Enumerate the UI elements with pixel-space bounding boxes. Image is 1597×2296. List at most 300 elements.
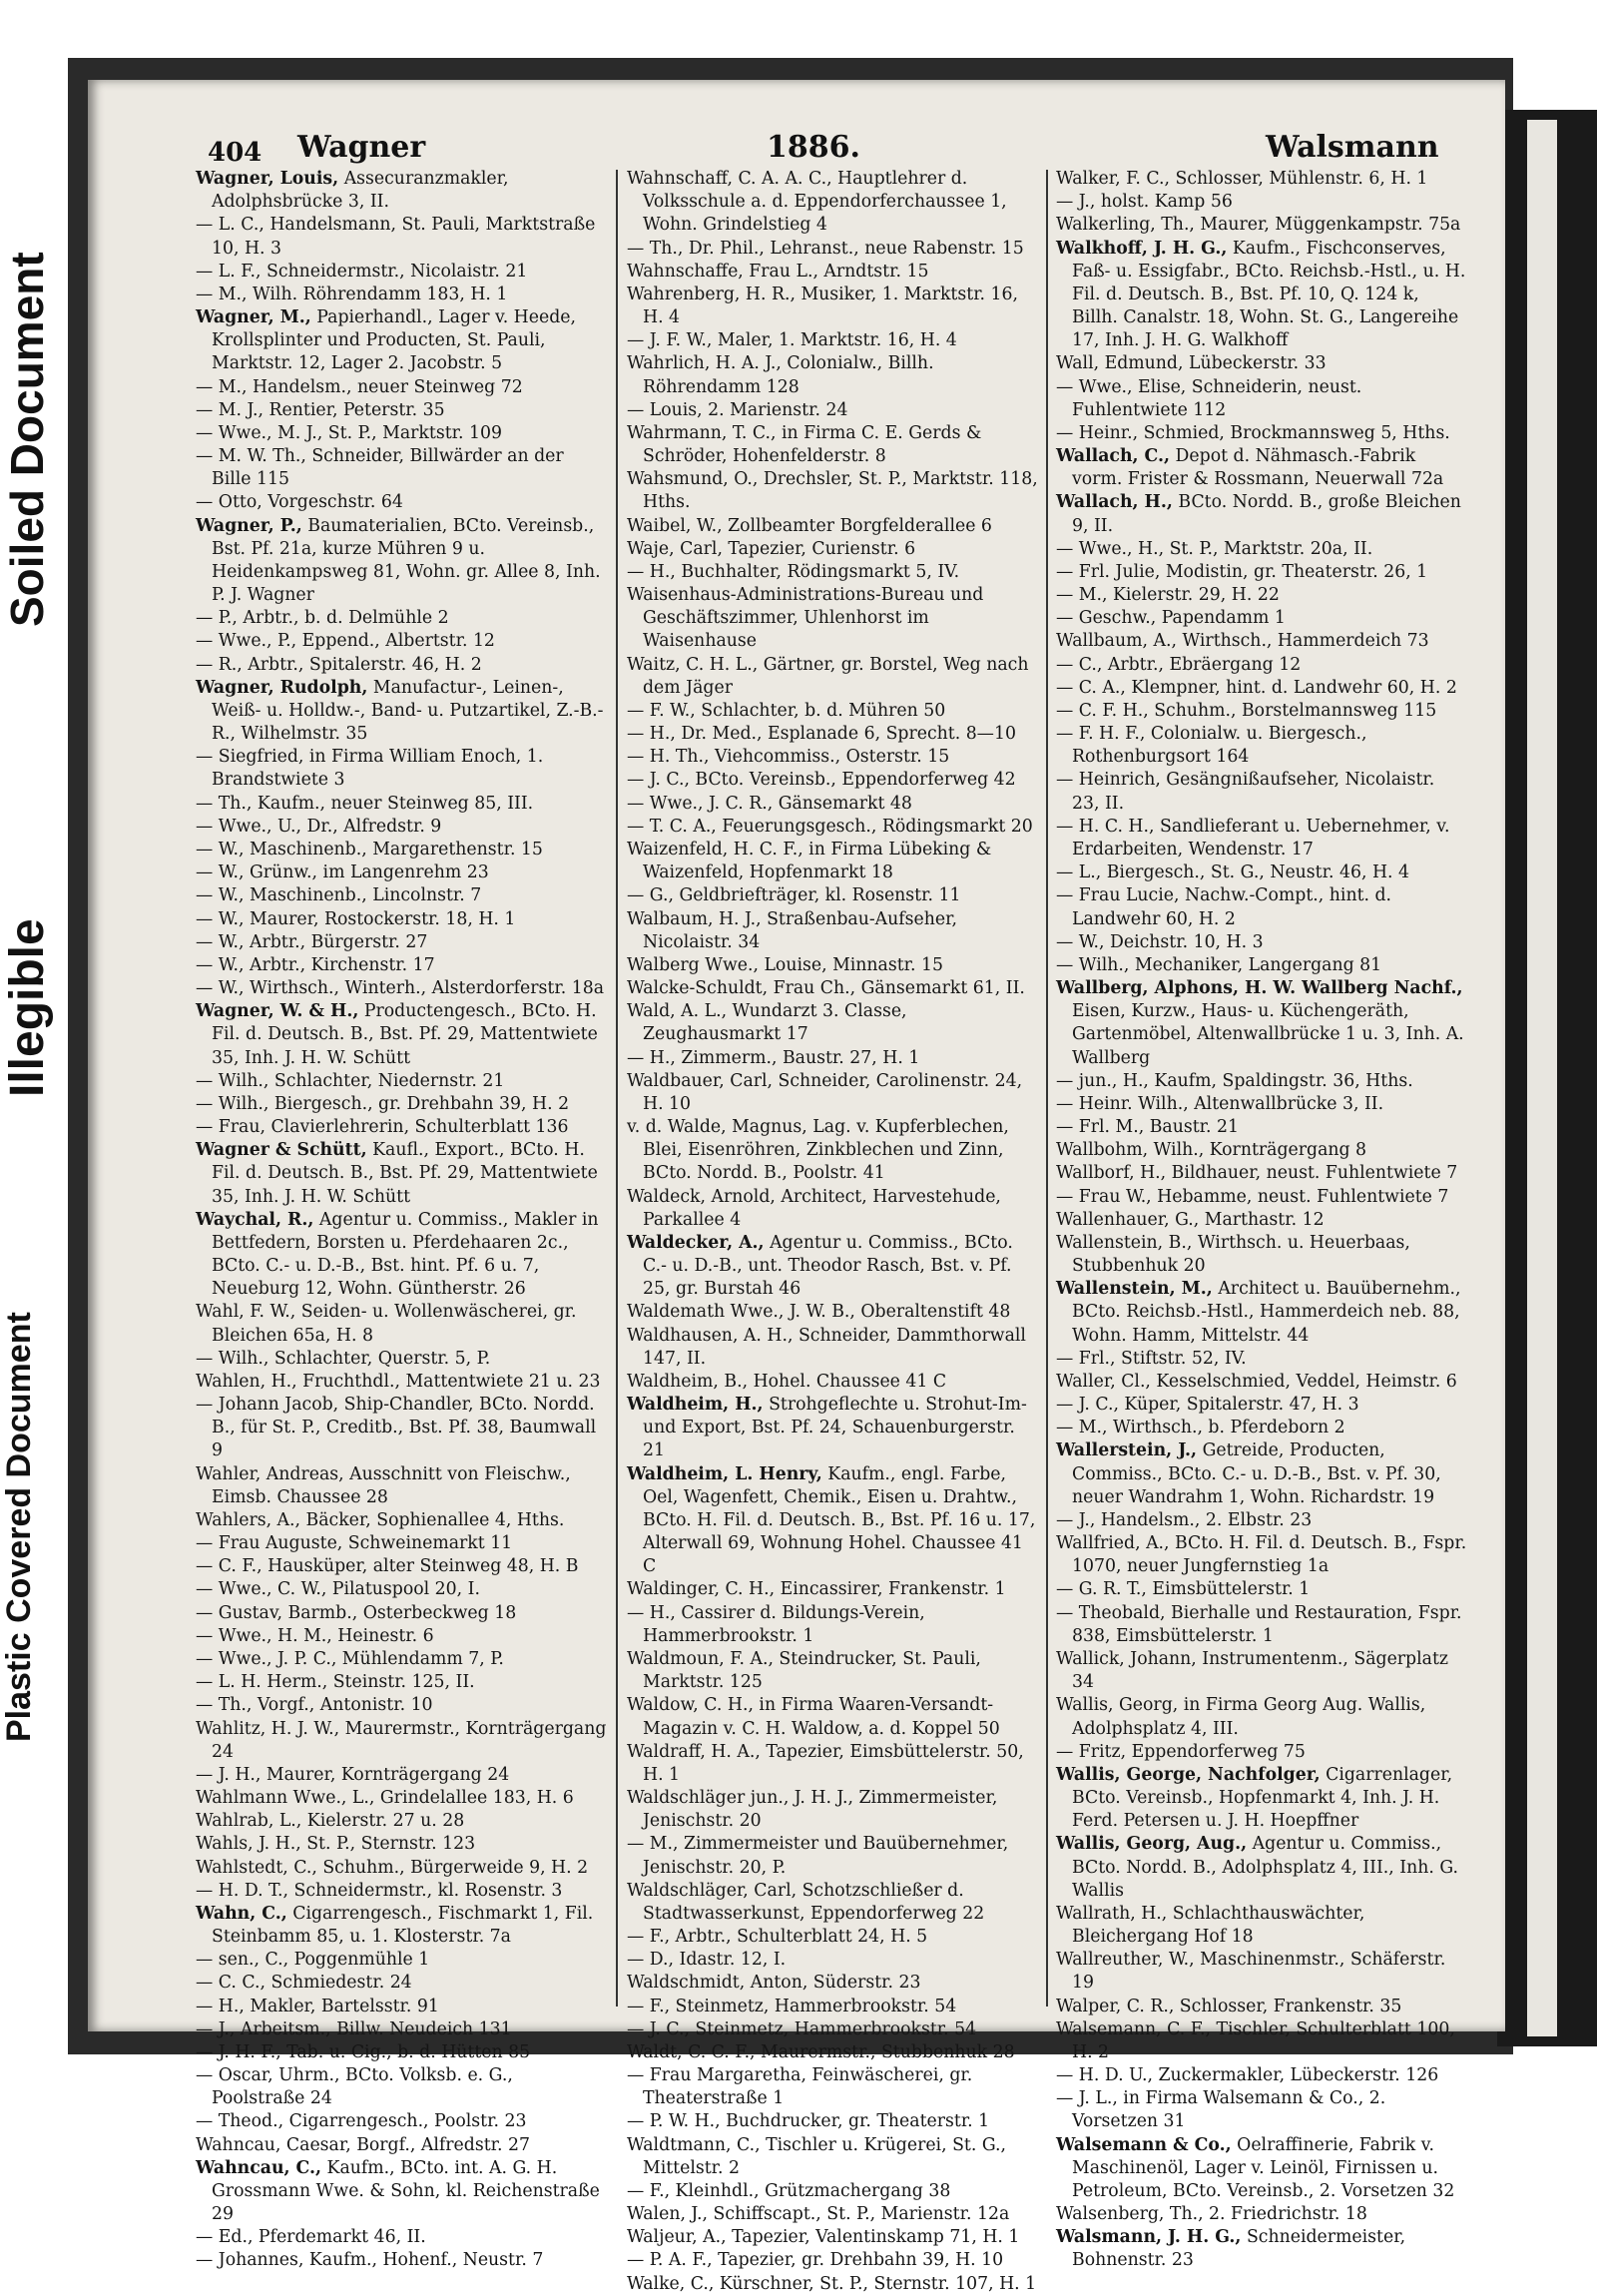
entry-text: Baumaterialien, BCto. Vereinsb., Bst. Pf. 21a, kurze Mühren 9 u. Heidenkampsweg 81, Wohn. gr. Allee 8, Inh. P. J. Wagner — [212, 515, 601, 606]
directory-entry — [196, 1555, 607, 1578]
entry-text: Wallbohm, Wilh., Kornträgergang 8 — [1056, 1140, 1367, 1161]
entry-text: — Heinr. Wilh., Altenwallbrücke 3, II. — [1056, 1093, 1384, 1114]
entry-name: Wahncau, C., — [196, 2157, 322, 2178]
entry-text: — P. W. H., Buchdrucker, gr. Theaterstr. 1 — [627, 2111, 990, 2132]
entry-text: — C. F. H., Schuhm., Borstelmannsweg 115 — [1056, 700, 1437, 721]
directory-entry — [627, 1694, 1038, 1740]
directory-entry — [627, 238, 1038, 261]
entry-text: — H. Th., Viehcommiss., Osterstr. 15 — [627, 747, 950, 768]
directory-entry — [196, 2249, 607, 2272]
entry-name: Wagner, Rudolph, — [196, 677, 368, 698]
entry-text: — M., Wilh. Röhrendamm 183, H. 1 — [196, 284, 508, 304]
entry-text: Walsenberg, Th., 2. Friedrichstr. 18 — [1056, 2204, 1367, 2225]
entry-text: — H., Buchhalter, Rödingsmarkt 5, IV. — [627, 561, 960, 582]
entry-text: Wallbaum, A., Wirthsch., Hammerdeich 73 — [1056, 631, 1429, 652]
directory-entry — [1056, 445, 1467, 491]
entry-text: — W., Maschinenb., Margarethenstr. 15 — [196, 839, 543, 860]
entry-name: Walsemann & Co., — [1056, 2134, 1232, 2155]
entry-text: Waldbauer, Carl, Schneider, Carolinenstr. 24, H. 10 — [627, 1070, 1023, 1114]
directory-entry — [627, 884, 1038, 907]
entry-text: — T. C. A., Feuerungsgesch., Rödingsmarkt 20 — [627, 816, 1033, 837]
directory-column-left — [196, 168, 607, 2271]
entry-text: — P. A. F., Tapezier, gr. Drehbahn 39, H. 10 — [627, 2250, 1004, 2271]
entry-text: — H., Cassirer d. Bildungs-Verein, Hammerbrookstr. 1 — [627, 1602, 925, 1646]
directory-entry — [627, 1301, 1038, 1324]
directory-entry — [196, 839, 607, 861]
directory-entry — [1056, 769, 1467, 815]
directory-entry — [627, 1602, 1038, 1648]
directory-entry — [627, 284, 1038, 329]
directory-entry — [1056, 1509, 1467, 1532]
directory-entry — [196, 1093, 607, 1116]
entry-text: Depot d. Nähmasch.-Fabrik vorm. Frister & Rossmann, Neuerwall 72a — [1072, 446, 1444, 490]
entry-text: — jun., H., Kaufm, Spaldingstr. 36, Hths. — [1056, 1070, 1413, 1091]
entry-text: Schneidermeister, Bohnenstr. 23 — [1072, 2227, 1406, 2271]
directory-entry — [1056, 630, 1467, 653]
entry-text: — G. R. T., Eimsbüttelerstr. 1 — [1056, 1579, 1311, 1600]
entry-text: — M., Kielerstr. 29, H. 22 — [1056, 585, 1280, 606]
entry-text: — R., Arbtr., Spitalerstr. 46, H. 2 — [196, 654, 482, 675]
entry-text: — F., Kleinhdl., Grützmachergang 38 — [627, 2180, 951, 2201]
entry-text: Waibel, W., Zollbeamter Borgfelderallee 6 — [627, 515, 992, 536]
directory-entry — [196, 746, 607, 792]
entry-text: Productengesch., BCto. H. Fil. d. Deutsch. B., Bst. Pf. 29, Mattentwiete 35, Inh. J. H. W. Schütt — [212, 1001, 598, 1068]
entry-name: Waldheim, H., — [627, 1395, 764, 1416]
directory-entry — [1056, 376, 1467, 422]
directory-entry — [1056, 1348, 1467, 1371]
directory-entry — [196, 515, 607, 608]
directory-entry — [627, 2064, 1038, 2110]
directory-entry — [1056, 723, 1467, 769]
directory-entry — [196, 1972, 607, 1995]
directory-entry — [627, 2226, 1038, 2249]
illegible-label: Illegible — [1, 918, 54, 1098]
entry-text: — W., Grünw., im Langenrehm 23 — [196, 862, 489, 883]
entry-text: — J. H. F., Tab. u. Cig., b. d. Hütten 85 — [196, 2041, 531, 2062]
entry-text: — J. H., Maurer, Kornträgergang 24 — [196, 1764, 510, 1785]
entry-text: Wahl, F. W., Seiden- u. Wollenwäscherei, gr. Bleichen 65a, H. 8 — [196, 1302, 577, 1346]
entry-text: Waller, Cl., Kesselschmied, Veddel, Heimstr. 6 — [1056, 1371, 1457, 1392]
entry-text: — J. C., Steinmetz, Hammerbrookstr. 54 — [627, 2018, 977, 2039]
entry-text: Wahlstedt, C., Schuhm., Bürgerweide 9, H. 2 — [196, 1857, 589, 1878]
directory-entry — [627, 515, 1038, 538]
directory-entry — [196, 2134, 607, 2157]
directory-entry — [1056, 1371, 1467, 1394]
plastic-covered-document-label: Plastic Covered Document — [0, 1312, 38, 1743]
entry-text: — Th., Dr. Phil., Lehranst., neue Rabenstr. 15 — [627, 238, 1024, 259]
entry-text: — Frau, Clavierlehrerin, Schulterblatt 136 — [196, 1117, 569, 1138]
directory-entry — [1056, 2064, 1467, 2087]
entry-text: Waldeck, Arnold, Architect, Harvestehude, Parkallee 4 — [627, 1186, 1001, 1230]
directory-entry — [1056, 1139, 1467, 1162]
directory-entry — [1056, 1232, 1467, 1278]
entry-name: Wagner, W. & H., — [196, 1001, 359, 1022]
directory-entry — [196, 1116, 607, 1139]
soiled-document-label: Soiled Document — [1, 252, 53, 627]
entry-text: — Frl. Julie, Modistin, gr. Theaterstr. 26, 1 — [1056, 561, 1428, 582]
entry-text: Waldemath Wwe., J. W. B., Oberaltenstift 48 — [627, 1302, 1011, 1323]
entry-text: — Th., Kaufm., neuer Steinweg 85, III. — [196, 793, 534, 814]
entry-name: Wallis, Georg, Aug., — [1056, 1834, 1248, 1855]
running-head-right: Walsmann — [1266, 130, 1439, 165]
directory-entry — [196, 630, 607, 653]
entry-text: — L., Biergesch., St. G., Neustr. 46, H. 4 — [1056, 862, 1409, 883]
directory-entry — [627, 793, 1038, 816]
entry-text: Oelraffinerie, Fabrik v. Maschinenöl, Lager v. Leinöl, Firnissen u. Petroleum, BCto. Vereinsb., 2. Vorsetzen 32 — [1072, 2134, 1455, 2201]
entry-text: Wahls, J. H., St. P., Sternstr. 123 — [196, 1834, 476, 1855]
directory-entry — [627, 723, 1038, 746]
entry-text: — Frau Auguste, Schweinemarkt 11 — [196, 1533, 513, 1554]
entry-text: — Frau Lucie, Nachw.-Compt., hint. d. Landwehr 60, H. 2 — [1056, 885, 1392, 929]
directory-column-right — [1056, 168, 1467, 2271]
entry-text: Waldinger, C. H., Eincassirer, Frankenstr. 1 — [627, 1579, 1006, 1600]
entry-text: Wallreuther, W., Maschinenmstr., Schäferstr. 19 — [1056, 1950, 1446, 1994]
entry-text: Assecuranzmakler, Adolphsbrücke 3, II. — [212, 169, 509, 213]
entry-text: — Johannes, Kaufm., Hohenf., Neustr. 7 — [196, 2250, 544, 2271]
entry-text: — C. A., Klempner, hint. d. Landwehr 60, H. 2 — [1056, 677, 1457, 698]
running-head-left: Wagner — [297, 130, 426, 165]
directory-entry — [196, 1903, 607, 1949]
entry-name: Waychal, R., — [196, 1209, 314, 1230]
directory-entry — [1056, 2203, 1467, 2226]
directory-entry — [627, 1070, 1038, 1116]
directory-entry — [627, 2180, 1038, 2203]
entry-text: Strohgeflechte u. Strohut-Im- und Export, Bst. Pf. 24, Schauenburgerstr. 21 — [643, 1395, 1027, 1461]
entry-text: — H., Dr. Med., Esplanade 6, Sprecht. 8—10 — [627, 724, 1016, 745]
entry-text: Wahncau, Caesar, Borgf., Alfredstr. 27 — [196, 2134, 530, 2155]
directory-entry — [1056, 1741, 1467, 1764]
entry-text: Wahlitz, H. J. W., Maurermstr., Kornträgergang 24 — [196, 1718, 607, 1762]
entry-text: Wallenstein, B., Wirthsch. u. Heuerbaas, Stubbenhuk 20 — [1056, 1232, 1410, 1277]
entry-text: — Theod., Cigarrengesch., Poolstr. 23 — [196, 2111, 527, 2132]
directory-entry — [196, 1532, 607, 1555]
directory-entry — [196, 1718, 607, 1764]
directory-entry — [196, 1833, 607, 1856]
entry-name: Wallberg, Alphons, H. W. Wallberg Nachf., — [1056, 978, 1463, 999]
entry-text: Waldheim, B., Hohel. Chaussee 41 C — [627, 1371, 947, 1392]
directory-entry — [1056, 191, 1467, 214]
directory-entry — [627, 1648, 1038, 1694]
entry-text: — Geschw., Papendamm 1 — [1056, 608, 1286, 629]
directory-entry — [627, 1325, 1038, 1371]
entry-text: — L. H. Herm., Steinstr. 125, II. — [196, 1672, 475, 1693]
entry-text: Waldhausen, A. H., Schneider, Dammthorwall 147, II. — [627, 1325, 1026, 1369]
directory-entry — [196, 1996, 607, 2018]
entry-text: Walcke-Schuldt, Frau Ch., Gänsemarkt 61, II. — [627, 978, 1025, 999]
entry-text: — Wwe., C. W., Pilatuspool 20, I. — [196, 1579, 480, 1600]
entry-text: Manufactur-, Leinen-, Weiß- u. Holldw.-, Band- u. Putzartikel, Z.-B.-R., Wilhelmstr. 35 — [212, 677, 604, 745]
directory-entry — [196, 1787, 607, 1810]
directory-entry — [196, 654, 607, 677]
directory-entry — [196, 491, 607, 514]
entry-text: Wallrath, H., Schlachthauswächter, Bleichergang Hof 18 — [1056, 1903, 1365, 1948]
directory-entry — [627, 2134, 1038, 2180]
side-labels — [0, 180, 60, 1743]
directory-entry — [627, 1833, 1038, 1879]
directory-entry — [196, 954, 607, 977]
directory-entry — [627, 769, 1038, 792]
entry-text: Papierhandl., Lager v. Heede, Krollsplinter und Producten, St. Pauli, Marktstr. 12, Lager 2. Jacobstr. 5 — [212, 307, 576, 374]
directory-entry — [627, 399, 1038, 422]
entry-text: Waldt, C. C. F., Maurermstr., Stubbenhuk 28 — [627, 2041, 1015, 2062]
entry-text: Wahsmund, O., Drechsler, St. P., Marktstr. 118, Hths. — [627, 469, 1038, 513]
directory-entry — [1056, 422, 1467, 445]
entry-text: — L. C., Handelsmann, St. Pauli, Marktstraße 10, H. 3 — [196, 215, 596, 259]
entry-text: — J., holst. Kamp 56 — [1056, 192, 1233, 213]
directory-entry — [196, 1371, 607, 1394]
entry-text: Wahlrab, L., Kielerstr. 27 u. 28 — [196, 1811, 465, 1832]
entry-text: Wahlers, A., Bäcker, Sophienallee 4, Hths. — [196, 1509, 565, 1530]
directory-entry — [627, 168, 1038, 238]
entry-text: Walkerling, Th., Maurer, Müggenkampstr. 75a — [1056, 215, 1461, 236]
entry-text: — Otto, Vorgeschstr. 64 — [196, 492, 403, 513]
entry-text: — Frl. M., Baustr. 21 — [1056, 1117, 1239, 1138]
entry-text: — P., Arbtr., b. d. Delmühle 2 — [196, 608, 449, 629]
directory-entry — [196, 1764, 607, 1787]
directory-entry — [627, 1787, 1038, 1833]
entry-name: Wahn, C., — [196, 1903, 287, 1924]
directory-entry — [627, 1463, 1038, 1579]
entry-text: — Wwe., U., Dr., Alfredstr. 9 — [196, 816, 442, 837]
directory-entry — [196, 908, 607, 931]
entry-text: Wahrmann, T. C., in Firma C. E. Gerds & Schröder, Hohenfelderstr. 8 — [627, 422, 982, 467]
entry-text: Wallis, Georg, in Firma Georg Aug. Wallis, Adolphsplatz 4, III. — [1056, 1695, 1426, 1739]
directory-entry — [196, 1301, 607, 1347]
directory-entry — [196, 1857, 607, 1880]
entry-text: — J., Arbeitsm., Billw. Neudeich 131 — [196, 2018, 512, 2039]
directory-entry — [196, 1463, 607, 1509]
entry-text: Kaufm., Fischconserves, Faß- u. Essigfabr., BCto. Reichsb.-Hstl., u. H. Fil. d. Deutsch. B., Bst. Pf. 10, Q. 124 k, Billh. Canalstr. 18, Wohn. St. G., Langereihe 17, Inh. J. H. G. Walkhoff — [1072, 238, 1466, 351]
entry-name: Wagner, Louis, — [196, 169, 339, 189]
entry-text: Wahrenberg, H. R., Musiker, 1. Marktstr. 16, H. 4 — [627, 284, 1019, 328]
directory-entry — [196, 931, 607, 954]
entry-text: Eisen, Kurzw., Haus- u. Küchengeräth, Gartenmöbel, Altenwallbrücke 1 u. 3, Inh. A. Wallberg — [1072, 1001, 1464, 1068]
directory-entry — [1056, 1093, 1467, 1116]
directory-entry — [1056, 1209, 1467, 1232]
directory-entry — [1056, 1532, 1467, 1578]
entry-text: — Siegfried, in Firma William Enoch, 1. Brandstwiete 3 — [196, 747, 544, 791]
entry-text: — Frau Margaretha, Feinwäscherei, gr. Theaterstraße 1 — [627, 2065, 973, 2109]
directory-entry — [1056, 1602, 1467, 1648]
entry-text: Waldschmidt, Anton, Süderstr. 23 — [627, 1973, 921, 1994]
entry-text: — L. F., Schneidermstr., Nicolaistr. 21 — [196, 261, 528, 282]
entry-text: — Frl., Stiftstr. 52, IV. — [1056, 1348, 1247, 1369]
entry-text: Wallenhauer, G., Marthastr. 12 — [1056, 1209, 1325, 1230]
entry-name: Walkhoff, J. H. G., — [1056, 238, 1228, 259]
entry-name: Wallerstein, J., — [1056, 1440, 1198, 1461]
directory-entry — [627, 352, 1038, 398]
directory-entry — [627, 1926, 1038, 1949]
directory-entry — [627, 2041, 1038, 2064]
directory-entry — [1056, 954, 1467, 977]
directory-entry — [196, 214, 607, 260]
directory-entry — [1056, 1694, 1467, 1740]
entry-text: — H. C. H., Sandlieferant u. Uebernehmer, v. Erdarbeiten, Wendenstr. 17 — [1056, 816, 1450, 860]
entry-name: Wallis, George, Nachfolger, — [1056, 1764, 1321, 1785]
entry-text: Waljeur, A., Tapezier, Valentinskamp 71, H. 1 — [627, 2227, 1020, 2248]
directory-entry — [1056, 1278, 1467, 1348]
directory-entry — [196, 1509, 607, 1532]
directory-entry — [196, 445, 607, 491]
entry-text: — C. F., Hausküper, alter Steinweg 48, H. B — [196, 1556, 579, 1577]
entry-text: — Ed., Pferdemarkt 46, II. — [196, 2227, 426, 2248]
directory-entry — [196, 1209, 607, 1302]
directory-entry — [627, 1394, 1038, 1463]
directory-entry — [196, 1949, 607, 1972]
entry-text: Agentur u. Commiss., Makler in Bettfedern, Borsten u. Pferdehaaren 2c., BCto. C.- u. D.-B., Bst. hint. Pf. 6 u. 7, Neueburg 12, Wohn. Güntherstr. 26 — [212, 1209, 599, 1300]
entry-text: — Louis, 2. Marienstr. 24 — [627, 399, 848, 420]
entry-text: — Wwe., Elise, Schneiderin, neust. Fuhlentwiete 112 — [1056, 376, 1362, 420]
directory-entry — [627, 1578, 1038, 1601]
entry-text: — W., Arbtr., Bürgerstr. 27 — [196, 931, 428, 952]
entry-text: Agentur u. Commiss., BCto. Nordd. B., Adolphsplatz 4, III., Inh. G. Wallis — [1072, 1834, 1459, 1901]
directory-entry — [196, 2110, 607, 2133]
directory-entry — [627, 561, 1038, 584]
entry-name: Wallach, C., — [1056, 446, 1171, 467]
directory-entry — [1056, 1764, 1467, 1834]
directory-entry — [1056, 238, 1467, 353]
directory-entry — [1056, 2087, 1467, 2133]
directory-entry — [1056, 700, 1467, 723]
directory-entry — [196, 1394, 607, 1463]
directory-entry — [627, 1232, 1038, 1302]
entry-text: — Oscar, Uhrm., BCto. Volksb. e. G., Poolstraße 24 — [196, 2065, 513, 2109]
entry-text: Cigarrenlager, BCto. Vereinsb., Hopfenmarkt 4, Inh. J. H. Ferd. Petersen u. J. H. Hoepffner — [1072, 1764, 1453, 1832]
directory-entry — [196, 2064, 607, 2110]
directory-entry — [196, 1880, 607, 1903]
directory-entry — [627, 1000, 1038, 1046]
entry-text: — H. D. U., Zuckermakler, Lübeckerstr. 126 — [1056, 2065, 1439, 2086]
entry-name: Wallenstein, M., — [1056, 1279, 1213, 1300]
entry-text: — F., Steinmetz, Hammerbrookstr. 54 — [627, 1996, 957, 2016]
entry-text: Kaufm., BCto. int. A. G. H. Grossmann Wwe. & Sohn, kl. Reichenstraße 29 — [212, 2157, 600, 2225]
directory-entry — [196, 2157, 607, 2227]
directory-entry — [627, 1116, 1038, 1186]
entry-text: — M., Zimmermeister und Bauübernehmer, Jenischstr. 20, P. — [627, 1834, 1009, 1878]
directory-entry — [1056, 677, 1467, 700]
directory-entry — [627, 1880, 1038, 1926]
directory-entry — [627, 422, 1038, 468]
entry-text: Walen, J., Schiffscapt., St. P., Marienstr. 12a — [627, 2204, 1010, 2225]
directory-entry — [1056, 491, 1467, 537]
directory-entry — [627, 1996, 1038, 2018]
directory-entry — [1056, 1833, 1467, 1903]
directory-entry — [196, 1139, 607, 1209]
directory-entry — [196, 1348, 607, 1371]
entry-text: Wahrlich, H. A. J., Colonialw., Billh. Röhrendamm 128 — [627, 353, 934, 397]
entry-text: v. d. Walde, Magnus, Lag. v. Kupferblechen, Blei, Eisenröhren, Zinkblechen und Zinn, BCto. Nordd. B., Poolstr. 41 — [627, 1117, 1009, 1184]
entry-text: Waldraff, H. A., Tapezier, Eimsbüttelerstr. 50, H. 1 — [627, 1741, 1024, 1785]
entry-text: — Th., Vorgf., Antonistr. 10 — [196, 1695, 433, 1716]
entry-text: Walper, C. R., Schlosser, Frankenstr. 35 — [1056, 1996, 1402, 2016]
entry-text: Getreide, Producten, Commiss., BCto. C.- u. D.-B., Bst. v. Pf. 30, neuer Wandrahm 1, Wohn. Richardstr. 19 — [1072, 1440, 1441, 1507]
entry-text: — J. C., Küper, Spitalerstr. 47, H. 3 — [1056, 1395, 1359, 1416]
entry-text: — J. C., BCto. Vereinsb., Eppendorferweg 42 — [627, 770, 1016, 791]
directory-entry — [1056, 561, 1467, 584]
directory-entry — [1056, 1578, 1467, 1601]
directory-entry — [627, 2203, 1038, 2226]
entry-text: Wahler, Andreas, Ausschnitt von Fleischw., Eimsb. Chaussee 28 — [196, 1463, 571, 1507]
directory-entry — [1056, 538, 1467, 561]
directory-entry — [1056, 1417, 1467, 1439]
directory-entry — [1056, 977, 1467, 1070]
directory-entry — [627, 329, 1038, 352]
entry-text: Wall, Edmund, Lübeckerstr. 33 — [1056, 353, 1327, 374]
directory-entry — [627, 1741, 1038, 1787]
entry-text: — Frau W., Hebamme, neust. Fuhlentwiete 7 — [1056, 1186, 1449, 1207]
entry-text: Waldschläger jun., J. H. J., Zimmermeister, Jenischstr. 20 — [627, 1788, 998, 1832]
directory-column-middle — [627, 168, 1038, 2294]
entry-text: — W., Arbtr., Kirchenstr. 17 — [196, 954, 435, 975]
entry-text: Walsemann, C. F., Tischler, Schulterblatt 100, H. 2 — [1056, 2018, 1455, 2062]
directory-entry — [196, 168, 607, 214]
directory-entry — [627, 977, 1038, 1000]
entry-text: — Wwe., J. C. R., Gänsemarkt 48 — [627, 793, 912, 814]
entry-text: — Fritz, Eppendorferweg 75 — [1056, 1741, 1306, 1762]
directory-entry — [627, 2018, 1038, 2041]
directory-entry — [627, 1972, 1038, 1995]
directory-entry — [627, 700, 1038, 723]
entry-text: Waje, Carl, Tapezier, Curienstr. 6 — [627, 538, 916, 559]
entry-text: — F., Arbtr., Schulterblatt 24, H. 5 — [627, 1927, 928, 1948]
directory-entry — [196, 422, 607, 445]
entry-text: — Gustav, Barmb., Osterbeckweg 18 — [196, 1602, 517, 1623]
entry-text: Wallfried, A., BCto. H. Fil. d. Deutsch. B., Fspr. 1070, neuer Jungfernstieg 1a — [1056, 1533, 1467, 1577]
directory-entry — [627, 1949, 1038, 1972]
directory-entry — [627, 1186, 1038, 1232]
entry-text: Waizenfeld, H. C. F., in Firma Lübeking & Waizenfeld, Hopfenmarkt 18 — [627, 839, 992, 883]
entry-text: — C., Arbtr., Ebräergang 12 — [1056, 654, 1302, 675]
entry-text: Waldschläger, Carl, Schotzschließer d. Stadtwasserkunst, Eppendorferweg 22 — [627, 1880, 985, 1924]
directory-entry — [196, 2226, 607, 2249]
entry-text: — C. C., Schmiedestr. 24 — [196, 1973, 412, 1994]
directory-entry — [627, 2249, 1038, 2272]
entry-text: — W., Deichstr. 10, H. 3 — [1056, 931, 1264, 952]
entry-text: Waitz, C. H. L., Gärtner, gr. Borstel, Weg nach dem Jäger — [627, 654, 1029, 698]
entry-text: BCto. Nordd. B., große Bleichen 9, II. — [1072, 492, 1461, 536]
directory-entry — [1056, 861, 1467, 884]
entry-name: Walsmann, J. H. G., — [1056, 2227, 1242, 2248]
entry-text: Cigarrengesch., Fischmarkt 1, Fil. Steinbamm 85, u. 1. Klosterstr. 7a — [212, 1903, 594, 1948]
directory-entry — [196, 607, 607, 630]
directory-entry — [627, 954, 1038, 977]
entry-text: Wallborf, H., Bildhauer, neust. Fuhlentwiete 7 — [1056, 1163, 1458, 1184]
entry-text: Walberg Wwe., Louise, Minnastr. 15 — [627, 954, 944, 975]
directory-entry — [1056, 1903, 1467, 1949]
entry-text: Walker, F. C., Schlosser, Mühlenstr. 6, H. 1 — [1056, 169, 1428, 189]
entry-text: — H., Makler, Bartelsstr. 91 — [196, 1996, 439, 2016]
directory-entry — [196, 1000, 607, 1070]
directory-entry — [196, 2018, 607, 2041]
directory-entry — [627, 538, 1038, 561]
entry-text: — sen., C., Poggenmühle 1 — [196, 1950, 430, 1971]
directory-entry — [1056, 352, 1467, 375]
entry-text: — Wwe., H., St. P., Marktstr. 20a, II. — [1056, 538, 1373, 559]
directory-entry — [196, 861, 607, 884]
entry-text: — Johann Jacob, Ship-Chandler, BCto. Nordd. B., für St. P., Creditb., Bst. Pf. 38, Baumwall 9 — [196, 1395, 597, 1461]
directory-entry — [1056, 1996, 1467, 2018]
directory-entry — [1056, 607, 1467, 630]
page-number: 404 — [208, 138, 263, 168]
entry-text: Wahlen, H., Fruchthdl., Mattentwiete 21 u. 23 — [196, 1371, 601, 1392]
directory-entry — [1056, 654, 1467, 677]
entry-text: — Wwe., M. J., St. P., Marktstr. 109 — [196, 422, 502, 443]
directory-entry — [1056, 931, 1467, 954]
entry-text: — H. D. T., Schneidermstr., kl. Rosenstr. 3 — [196, 1880, 563, 1901]
directory-entry — [1056, 2226, 1467, 2272]
directory-entry — [196, 1671, 607, 1694]
directory-entry — [196, 284, 607, 306]
